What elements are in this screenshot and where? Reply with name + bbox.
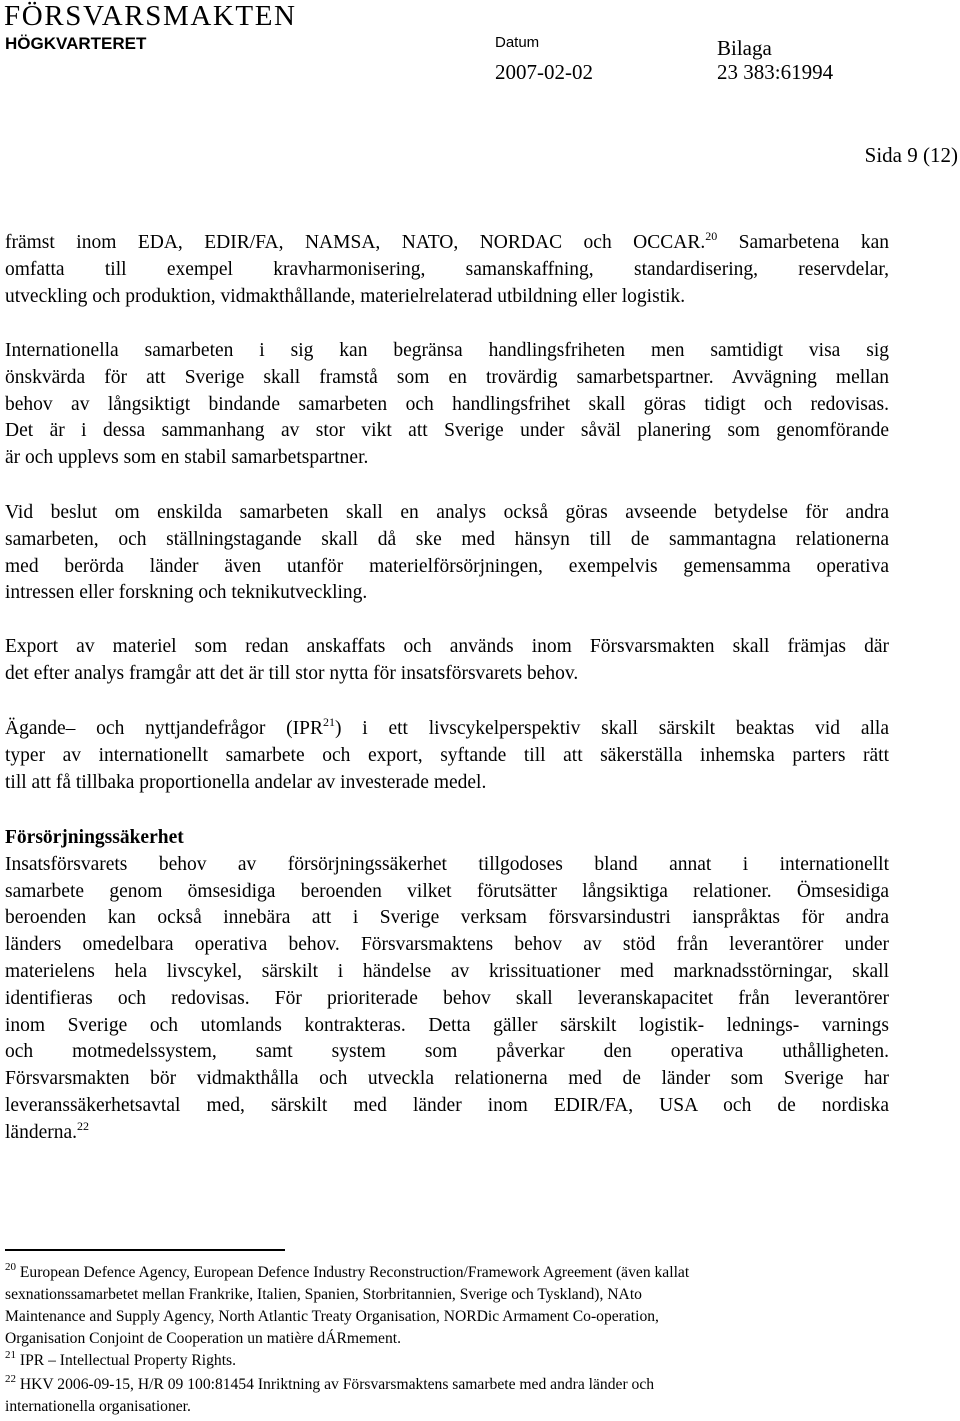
paragraph-line: länderna.$^{22}$ xyxy=(5,1118,90,1143)
date-label: Datum xyxy=(495,34,540,51)
paragraph-line: beroenden kan också innebära att i Sverige verksam försvarsindustri ianspråktas för andra xyxy=(5,907,889,929)
paragraph-line: Vid beslut om enskilda samarbeten skall en analys också göras avseende betydelse för andra xyxy=(5,502,889,523)
paragraph-1 xyxy=(5,230,889,310)
paragraph-line: främst inom EDA, EDIR/FA, NAMSA, NATO, NORDAC och OCCAR.$^{20}$ Samarbetena kan xyxy=(5,229,890,253)
paragraph-line: omfatta till exempel kravharmonisering, samanskaffning, standardisering, reservdelar, xyxy=(5,258,889,280)
footnote-number: 20 xyxy=(5,1261,16,1273)
paragraph-2 xyxy=(5,338,889,472)
paragraph-5 xyxy=(5,716,889,796)
paragraph-line: intressen eller forskning och teknikutveckling. xyxy=(5,582,368,604)
paragraph-line: är och upplevs som en stabil samarbetspartner. xyxy=(5,447,369,469)
paragraph-line: länders omedelbara operativa behov. Försvarsmaktens behov av stöd från leverantörer under xyxy=(5,934,889,956)
paragraph-line: leveranssäkerhetsavtal med, särskilt med länder inom EDIR/FA, USA och de nordiska xyxy=(5,1094,889,1116)
paragraph-line: Internationella samarbeten i sig kan begränsa handlingsfriheten men samtidigt visa sig xyxy=(5,340,889,361)
unit-name: HÖGKVARTERET xyxy=(5,34,147,53)
footnote-number: 21 xyxy=(5,1349,16,1361)
paragraph-line: Ägande– och nyttjandefrågor (IPR$^{21}$) i ett livscykelperspektiv skall särskilt beaktas vid alla xyxy=(5,715,889,739)
paragraph-line: samarbete genom ömsesidiga beroenden vilket förutsätter långsiktiga relationer. Ömsesidiga xyxy=(5,880,889,902)
paragraph-line: Insatsförsvarets behov av försörjningssäkerhet tillgodoses bland annat i internationellt xyxy=(5,853,889,875)
paragraph-line: önskvärda för att Sverige skall framstå som en trovärdig samarbetspartner. Avvägning mellan xyxy=(5,366,889,388)
footnote-divider xyxy=(5,1249,285,1251)
paragraph-4 xyxy=(5,634,889,688)
footnote-ref-21: 21 xyxy=(322,715,335,729)
paragraph-line: materielens hela livscykel, särskilt i händelse av krissituationer med marknadsstörningar, skall xyxy=(5,960,889,982)
paragraph-line: det efter analys framgår att det är till stor nytta för insatsförsvarets behov. xyxy=(5,662,579,684)
paragraph-line: typer av internationellt samarbete och export, syftande till att säkerställa inhemska parters rätt xyxy=(5,744,889,766)
footnote-20: $^{20}$ European Defence Agency, European Defence Industry Reconstruction/Framework Agreement (även kallat sexnationssamarbetet mellan Frankrike, Italien, Spanien, Storbritannien, Sverige och Tyskland), NAto Maintenance and Supply Agency, North Atlantic Treaty Organisation, NORDic Armament Co-operation, Organisation Conjoint de Cooperation un matière dÁRmement. xyxy=(5,1261,690,1347)
organization-name: FÖRSVARSMAKTEN xyxy=(4,0,297,32)
paragraph-line: utveckling och produktion, vidmakthållande, materielrelaterad utbildning eller logistik. xyxy=(5,285,686,307)
footnote-ref-20: 20 xyxy=(705,229,718,243)
paragraph-line: och motmedelssystem, samt system som påverkar den operativa uthålligheten. xyxy=(5,1041,889,1063)
paragraph-line: med berörda länder även utanför materielförsörjningen, exempelvis gemensamma operativa xyxy=(5,555,889,577)
paragraph-line: Försvarsmakten bör vidmakthålla och utveckla relationerna med de länder som Sverige har xyxy=(5,1068,889,1090)
paragraph-line: samarbeten, och ställningstagande skall då ske med hänsyn till de sammantagna relationerna xyxy=(5,528,889,550)
paragraph-line: till att få tillbaka proportionella andelar av investerade medel. xyxy=(5,771,487,793)
paragraph-line: behov av långsiktigt bindande samarbeten och handlingsfrihet skall göras tidigt och redovisas. xyxy=(5,393,889,415)
footnote-ref-22: 22 xyxy=(77,1118,90,1133)
paragraph-line: Det är i dessa sammanhang av stor vikt att Sverige under såväl planering som genomförande xyxy=(5,420,889,442)
section-heading: Försörjningssäkerhet xyxy=(5,827,184,848)
paragraph-line: inom Sverige och utomlands kontrakteras. Detta gäller särskilt logistik- lednings- varnings xyxy=(5,1014,889,1036)
appendix-label: Bilaga xyxy=(717,36,772,60)
paragraph-3 xyxy=(5,500,889,607)
appendix-value: 23 383:61994 xyxy=(717,60,834,84)
section-supply-security xyxy=(5,825,889,1147)
footnote-number: 22 xyxy=(5,1373,16,1385)
footnote-22: $^{22}$ HKV 2006-09-15, H/R 09 100:81454 Inriktning av Försvarsmaktens samarbete med andra länder och internationella organisationer. xyxy=(5,1373,655,1415)
paragraph-line: identifieras och redovisas. För prioriterade behov skall leveranskapacitet från leverantörer xyxy=(5,987,889,1009)
paragraph-line: Export av materiel som redan anskaffats och används inom Försvarsmakten skall främjas där xyxy=(5,636,889,657)
footnote-21: $^{21}$ IPR – Intellectual Property Rights. xyxy=(5,1349,237,1369)
page-number: Sida 9 (12) xyxy=(864,143,958,167)
date-value: 2007-02-02 xyxy=(495,60,593,84)
